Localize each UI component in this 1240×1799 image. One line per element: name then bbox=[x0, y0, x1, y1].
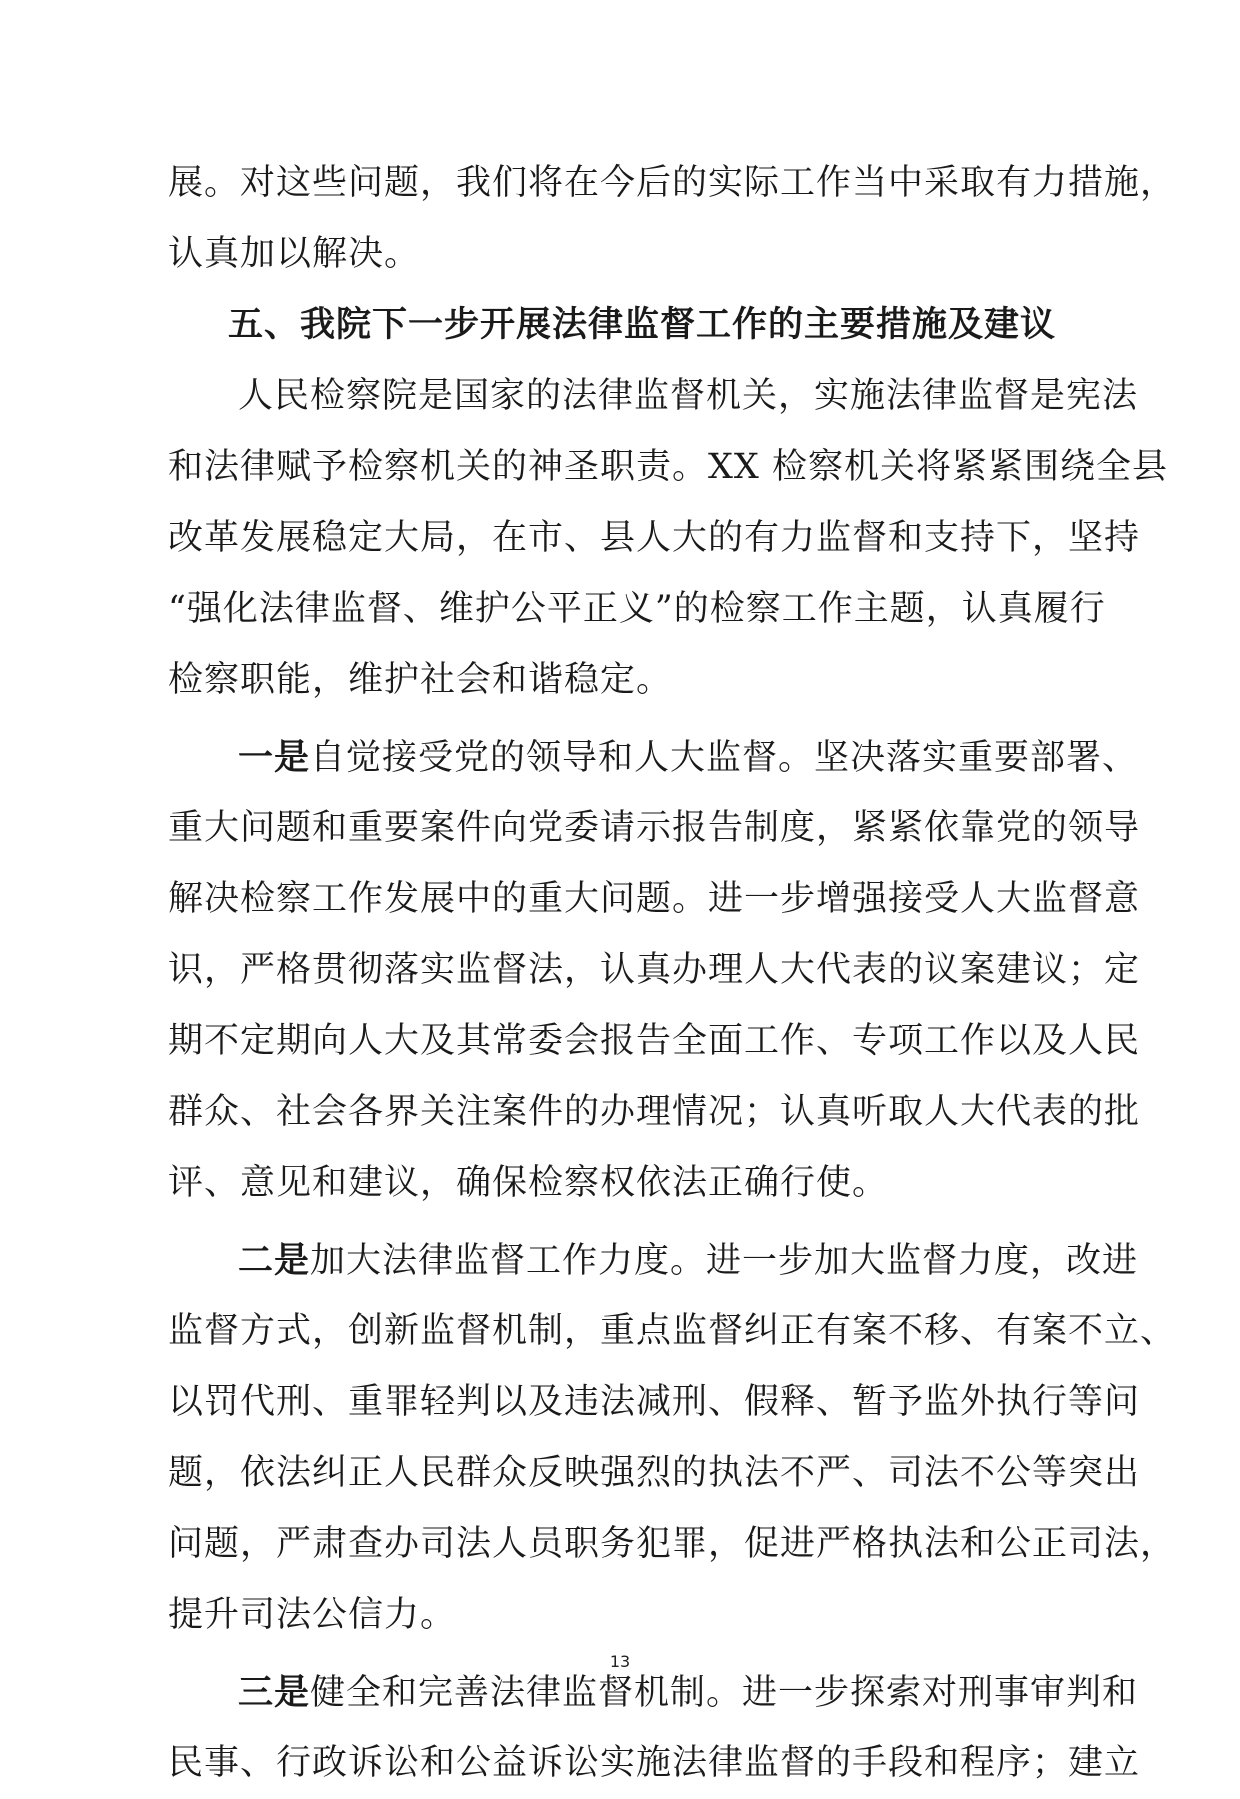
text-line: 群众、社会各界关注案件的办理情况；认真听取人大代表的批 bbox=[168, 1092, 1141, 1132]
text-line bbox=[168, 1225, 1139, 1296]
point-lead: 二是 bbox=[238, 1240, 311, 1281]
text-line: 以罚代刑、重罪轻判以及违法减刑、假释、暂予监外执行等问 bbox=[168, 1382, 1141, 1422]
text-line: 民事、行政诉讼和公益诉讼实施法律监督的手段和程序；建立 bbox=[168, 1743, 1141, 1783]
text-line: 展。对这些问题，我们将在今后的实际工作当中采取有力措施， bbox=[168, 163, 1177, 203]
section-heading: 五、我院下一步开展法律监督工作的主要措施及建议 bbox=[228, 305, 1057, 345]
text-line: “强化法律监督、维护公平正义”的检察工作主题，认真履行 bbox=[168, 589, 1106, 629]
point-three-paragraph bbox=[168, 1657, 1141, 1799]
point-text: 自觉接受党的领导和人大监督。坚决落实重要部署、 bbox=[310, 738, 1139, 778]
point-lead: 三是 bbox=[238, 1672, 311, 1713]
text-line: 期不定期向人大及其常委会报告全面工作、专项工作以及人民 bbox=[168, 1021, 1141, 1061]
text-line: 认真加以解决。 bbox=[168, 234, 421, 274]
point-text: 加大法律监督工作力度。进一步加大监督力度，改进 bbox=[310, 1241, 1139, 1281]
point-text: 健全和完善法律监督机制。进一步探索对刑事审判和 bbox=[310, 1673, 1139, 1713]
point-one-paragraph bbox=[168, 722, 1141, 1219]
text-line: 问题，严肃查办司法人员职务犯罪，促进严格执法和公正司法， bbox=[168, 1524, 1177, 1564]
text-line: 监督方式，创新监督机制，重点监督纠正有案不移、有案不立、 bbox=[168, 1311, 1177, 1351]
page-number: 13 bbox=[609, 1652, 631, 1671]
document-body bbox=[168, 148, 1177, 1799]
text-line: 和法律赋予检察机关的神圣职责。XX 检察机关将紧紧围绕全县 bbox=[168, 447, 1168, 487]
text-line: 提升司法公信力。 bbox=[168, 1595, 457, 1635]
text-line: 检察职能，维护社会和谐稳定。 bbox=[168, 660, 673, 700]
carryover-paragraph bbox=[168, 148, 1177, 290]
text-line: 人民检察院是国家的法律监督机关，实施法律监督是宪法 bbox=[238, 376, 1139, 416]
text-line: 题，依法纠正人民群众反映强烈的执法不严、司法不公等突出 bbox=[168, 1453, 1141, 1493]
point-two-paragraph bbox=[168, 1225, 1177, 1651]
point-lead: 一是 bbox=[238, 737, 311, 778]
text-line bbox=[168, 722, 1139, 793]
text-line: 解决检察工作发展中的重大问题。进一步增强接受人大监督意 bbox=[168, 879, 1141, 919]
text-line: 评、意见和建议，确保检察权依法正确行使。 bbox=[168, 1163, 889, 1203]
text-line: 识，严格贯彻落实监督法，认真办理人大代表的议案建议；定 bbox=[168, 950, 1141, 990]
text-line: 改革发展稳定大局，在市、县人大的有力监督和支持下，坚持 bbox=[168, 518, 1141, 558]
intro-paragraph bbox=[168, 361, 1168, 716]
text-line: 重大问题和重要案件向党委请示报告制度，紧紧依靠党的领导 bbox=[168, 808, 1141, 848]
